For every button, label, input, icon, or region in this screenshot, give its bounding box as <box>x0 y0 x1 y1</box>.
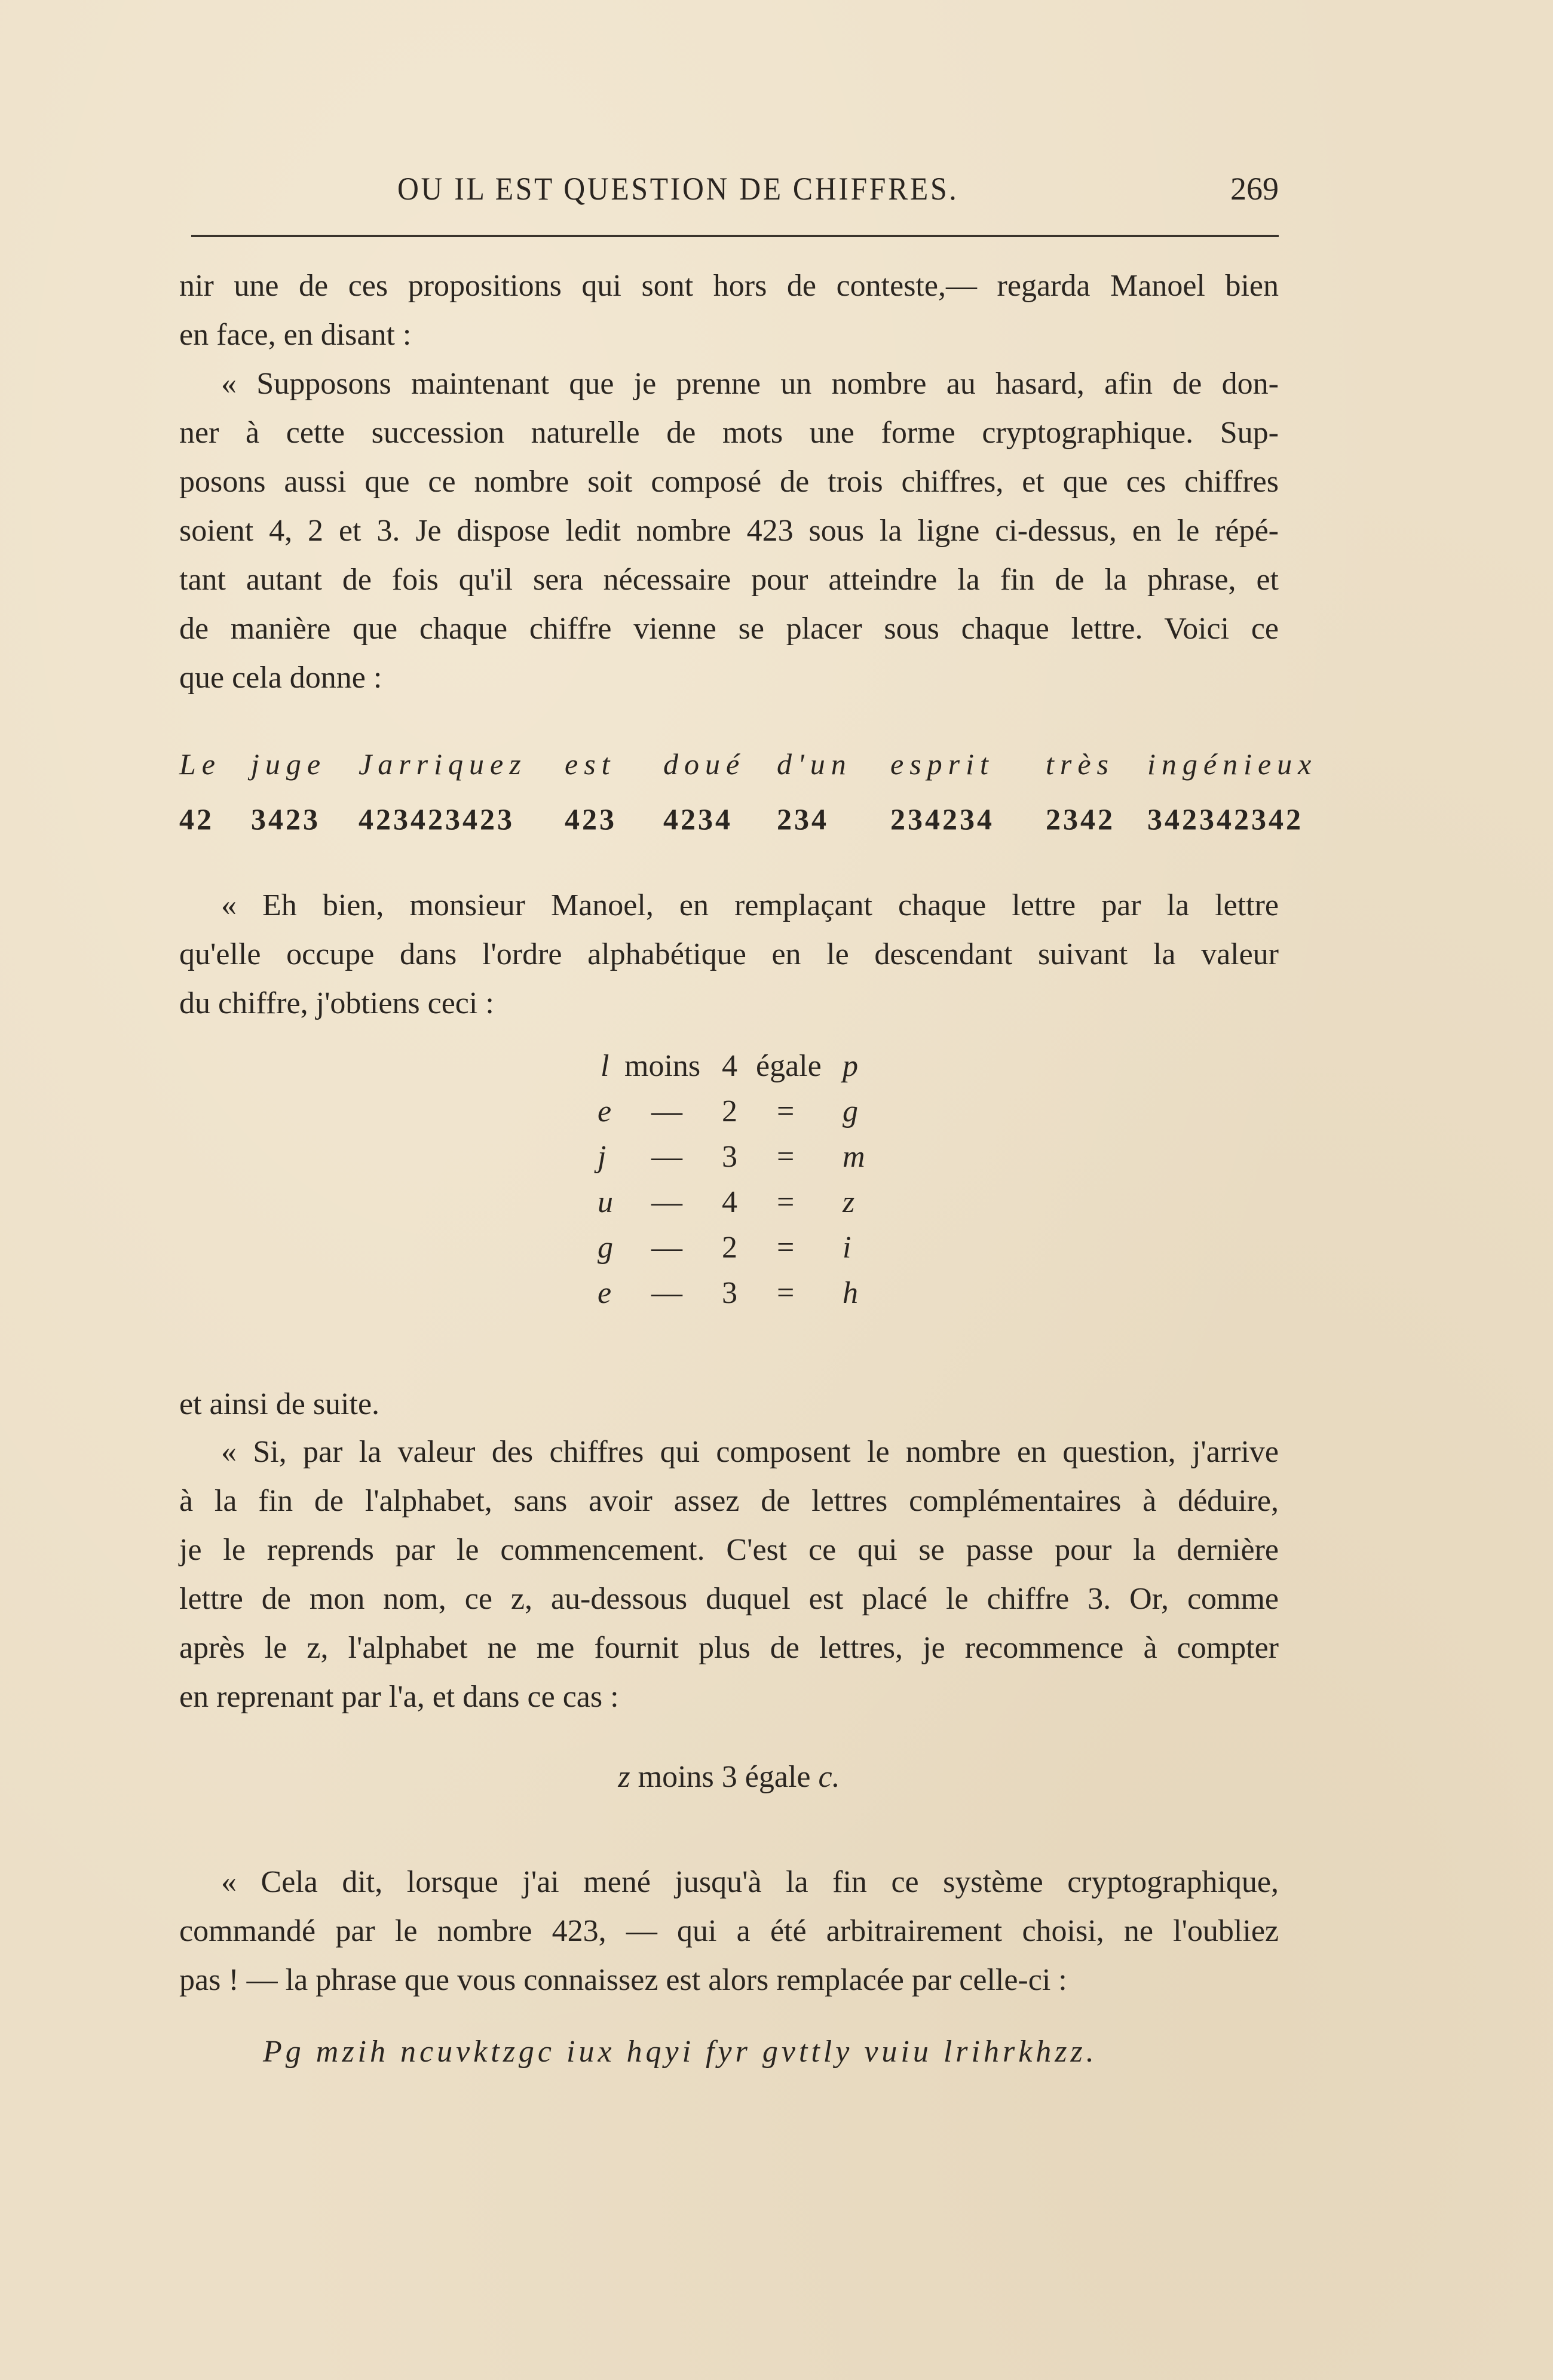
text-line: que cela donne : <box>179 661 382 695</box>
text-line: de manière que chaque chiffre vienne se placer sous chaque lettre. Voici ce <box>179 612 1279 646</box>
key-digit: 3 <box>722 1276 737 1310</box>
paragraph-4 <box>179 1380 1279 1429</box>
text-line: nir une de ces propositions qui sont hors de conteste,— regarda Manoel bien <box>179 269 1279 303</box>
paragraph-3 <box>179 881 1279 1028</box>
equals: = <box>777 1276 795 1310</box>
result-letter: c. <box>818 1760 840 1794</box>
text-line: lettre de mon nom, ce z, au-dessous duquel est placé le chiffre 3. Or, comme <box>179 1582 1279 1616</box>
substitution-header-row <box>179 1048 1279 1094</box>
text-line: du chiffre, j'obtiens ceci : <box>179 986 494 1020</box>
text-line: tant autant de fois qu'il sera nécessaire pour atteindre la fin de la phrase, et <box>179 563 1279 597</box>
header-rule <box>191 235 1279 237</box>
result-letter: g <box>843 1094 858 1128</box>
text-line: après le z, l'alphabet ne me fournit plus de lettres, je recommence à compter <box>179 1631 1279 1665</box>
wrap-text: moins 3 égale <box>638 1760 811 1794</box>
plain-word: juge <box>251 747 327 781</box>
cipher-output: Pg mzih ncuvktzgc iux hqyi fyr gvttly vuiu lrihrkhzz. <box>263 2035 1098 2069</box>
equals: égale <box>756 1049 822 1083</box>
substitution-row <box>179 1185 1279 1230</box>
key-digits: 342342342 <box>1147 802 1303 836</box>
text-line: « Supposons maintenant que je prenne un nombre au hasard, afin de don- <box>221 367 1279 401</box>
source-letter: g <box>598 1231 613 1265</box>
key-digits: 234 <box>777 802 829 836</box>
key-digit: 4 <box>722 1185 737 1219</box>
substitution-row <box>179 1230 1279 1275</box>
operator: — <box>651 1094 682 1128</box>
key-digit: 3 <box>722 1140 737 1174</box>
result-letter: p <box>843 1049 858 1083</box>
text-line: « Eh bien, monsieur Manoel, en remplaçant chaque lettre par la lettre <box>221 888 1279 922</box>
source-letter: z <box>618 1760 630 1794</box>
key-digits: 2342 <box>1046 802 1115 836</box>
text-line: soient 4, 2 et 3. Je dispose ledit nombre 423 sous la ligne ci-dessus, en le répé- <box>179 514 1279 548</box>
text-line: commandé par le nombre 423, — qui a été arbitrairement choisi, ne l'oubliez <box>179 1914 1279 1948</box>
key-digit: 2 <box>722 1231 737 1265</box>
text-line: ner à cette succession naturelle de mots une forme cryptographique. Sup- <box>179 416 1279 450</box>
text-line: « Si, par la valeur des chiffres qui composent le nombre en question, j'arrive <box>221 1435 1279 1469</box>
result-letter: m <box>843 1140 865 1174</box>
source-letter: e <box>598 1276 612 1310</box>
text-line: pas ! — la phrase que vous connaissez est alors remplacée par celle-ci : <box>179 1963 1067 1997</box>
cipher-alignment <box>179 747 1318 857</box>
substitution-row <box>179 1139 1279 1185</box>
paragraph-2 <box>179 360 1279 703</box>
running-title: OU IL EST QUESTION DE CHIFFRES. <box>397 171 959 207</box>
plaintext-row <box>179 747 1318 802</box>
wrap-example <box>179 1759 1279 1795</box>
plain-word: très <box>1046 747 1114 781</box>
operator: — <box>651 1231 682 1265</box>
key-digit: 4 <box>722 1049 737 1083</box>
equals: = <box>777 1231 795 1265</box>
text-line: « Cela dit, lorsque j'ai mené jusqu'à la fin ce système cryptographique, <box>221 1865 1279 1899</box>
digit-row <box>179 802 1303 857</box>
paragraph-5 <box>179 1428 1279 1722</box>
result-letter: i <box>843 1231 851 1265</box>
plain-word: doué <box>663 747 746 781</box>
key-digits: 3423 <box>251 802 320 836</box>
equals: = <box>777 1185 795 1219</box>
text-line: qu'elle occupe dans l'ordre alphabétique en le descendant suivant la valeur <box>179 937 1279 971</box>
key-digits: 423 <box>565 802 617 836</box>
text-line: et ainsi de suite. <box>179 1387 380 1421</box>
key-digits: 234234 <box>890 802 994 836</box>
operator: — <box>651 1140 682 1174</box>
running-head <box>179 170 1279 212</box>
result-letter: h <box>843 1276 858 1310</box>
plain-word: est <box>565 747 616 781</box>
plain-word: Jarriquez <box>359 747 527 781</box>
equals: = <box>777 1094 795 1128</box>
page-number: 269 <box>1230 171 1279 207</box>
key-digits: 42 <box>179 802 214 836</box>
source-letter: j <box>598 1140 607 1174</box>
substitution-row <box>179 1275 1279 1321</box>
plain-word: ingénieux <box>1147 747 1318 781</box>
text-line: à la fin de l'alphabet, sans avoir assez de lettres complémentaires à déduire, <box>179 1484 1279 1518</box>
text-line: en reprenant par l'a, et dans ce cas : <box>179 1680 619 1714</box>
paragraph-1 <box>179 262 1279 360</box>
substitution-table <box>179 1048 1279 1321</box>
operator: — <box>651 1276 682 1310</box>
key-digits: 423423423 <box>359 802 514 836</box>
operator: moins <box>624 1049 701 1083</box>
source-letter: e <box>598 1094 612 1128</box>
paragraph-6 <box>179 1858 1279 2005</box>
text-line: en face, en disant : <box>179 318 412 352</box>
key-digit: 2 <box>722 1094 737 1128</box>
operator: — <box>651 1185 682 1219</box>
text-line: je le reprends par le commencement. C'est ce qui se passe pour la dernière <box>179 1533 1279 1567</box>
plain-word: esprit <box>890 747 994 781</box>
plain-word: d'un <box>777 747 852 781</box>
substitution-row <box>179 1094 1279 1139</box>
plain-word: Le <box>179 747 221 781</box>
source-letter: u <box>598 1185 613 1219</box>
result-letter: z <box>843 1185 855 1219</box>
key-digits: 4234 <box>663 802 733 836</box>
text-line: posons aussi que ce nombre soit composé de trois chiffres, et que ces chiffres <box>179 465 1279 499</box>
equals: = <box>777 1140 795 1174</box>
source-letter: l <box>601 1049 609 1083</box>
